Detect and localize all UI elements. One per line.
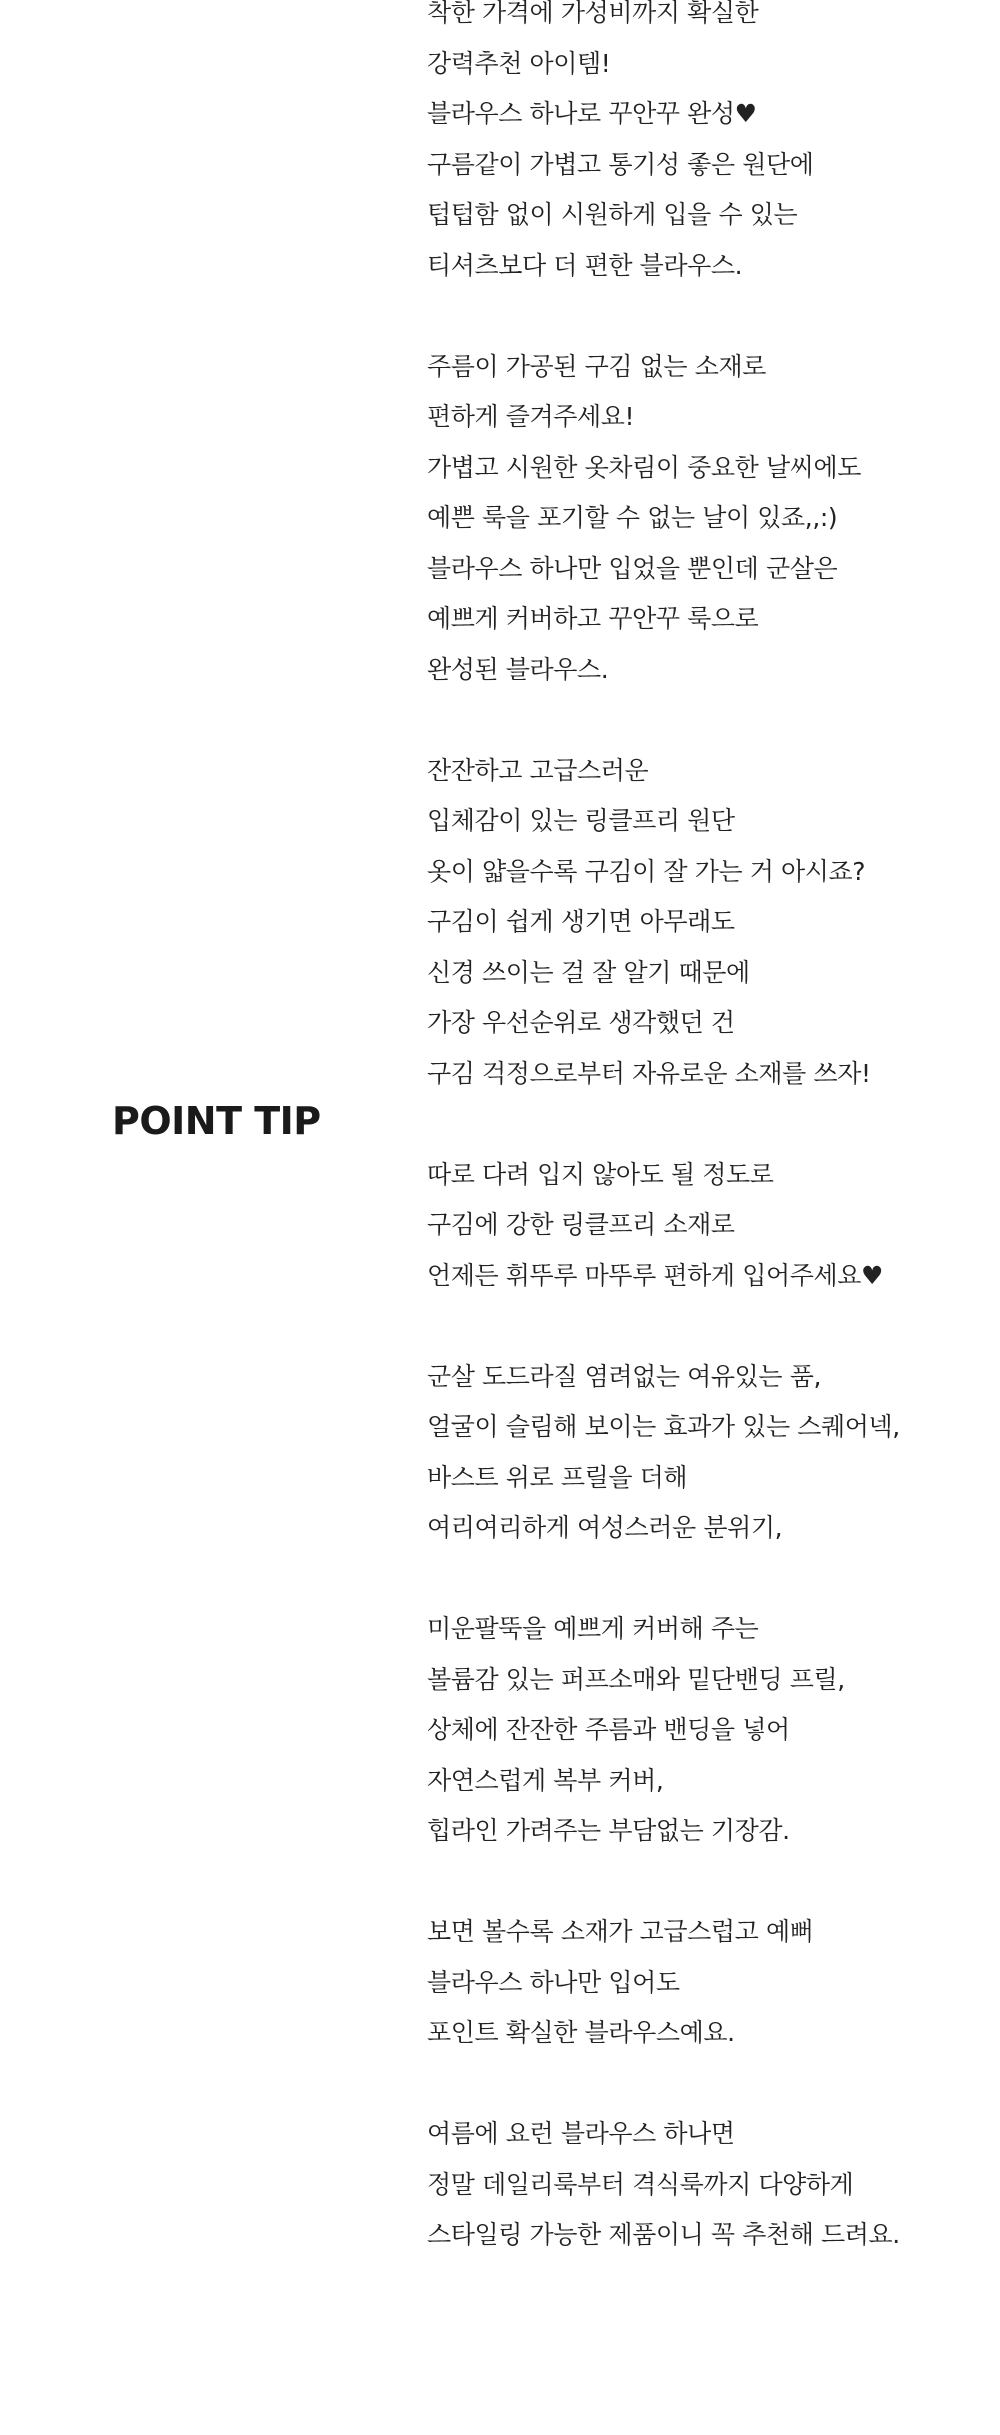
text-line: 티셔츠보다 더 편한 블라우스. — [427, 250, 743, 280]
text-line: 구름같이 가볍고 통기성 좋은 원단에 — [427, 149, 814, 179]
text-line: 군살 도드라질 염려없는 여유있는 품, — [427, 1361, 821, 1391]
text-line: 언제든 휘뚜루 마뚜루 편하게 입어주세요♥ — [427, 1260, 883, 1290]
text-line: 입체감이 있는 링클프리 원단 — [427, 806, 735, 835]
text-line: 얼굴이 슬림해 보이는 효과가 있는 스퀘어넥, — [427, 1412, 900, 1441]
text-line: 구김 걱정으로부터 자유로운 소재를 쓰자! — [427, 1058, 871, 1088]
text-line: 가장 우선순위로 생각했던 건 — [427, 1008, 735, 1037]
text-line: 구김이 쉽게 생기면 아무래도 — [427, 907, 735, 936]
text-line: 따로 다려 입지 않아도 될 정도로 — [427, 1159, 774, 1189]
text-line: 자연스럽게 복부 커버, — [427, 1765, 664, 1795]
text-line: 가볍고 시원한 옷차림이 중요한 날씨에도 — [427, 452, 861, 482]
text-line: 볼륨감 있는 퍼프소매와 밑단밴딩 프릴, — [427, 1664, 845, 1694]
text-line: 예쁘게 커버하고 꾸안꾸 룩으로 — [427, 604, 759, 633]
text-line: 상체에 잔잔한 주름과 밴딩을 넣어 — [427, 1715, 790, 1744]
text-line: 텁텁함 없이 시원하게 입을 수 있는 — [427, 200, 798, 229]
text-line: 힙라인 가려주는 부담없는 기장감. — [427, 1816, 790, 1845]
paragraph — [427, 1604, 987, 1857]
text-line: 바스트 위로 프릴을 더해 — [427, 1462, 688, 1492]
text-line: 강력추천 아이템! — [427, 48, 611, 78]
text-line: 신경 쓰이는 걸 잘 알기 때문에 — [427, 957, 750, 987]
text-line: 주름이 가공된 구김 없는 소재로 — [427, 351, 766, 381]
section-heading: POINT TIP — [112, 1099, 321, 1143]
paragraph — [427, 1907, 987, 2059]
text-line: 완성된 블라우스. — [427, 654, 609, 684]
text-line: 옷이 얇을수록 구김이 잘 가는 거 아시죠? — [427, 856, 866, 886]
text-line: 포인트 확실한 블라우스예요. — [427, 2018, 735, 2047]
text-line: 구김에 강한 링클프리 소재로 — [427, 1210, 735, 1239]
text-line: 정말 데일리룩부터 격식룩까지 다양하게 — [427, 2169, 854, 2199]
text-line: 착한 가격에 가성비까지 확실한 — [427, 0, 759, 27]
text-line: 블라우스 하나만 입었을 뿐인데 군살은 — [427, 553, 838, 583]
text-line: 블라우스 하나만 입어도 — [427, 1967, 680, 1997]
paragraph — [427, 1150, 987, 1302]
paragraph — [427, 746, 987, 1100]
text-line: 보면 볼수록 소재가 고급스럽고 예뻐 — [427, 1917, 814, 1946]
text-line: 여름에 요런 블라우스 하나면 — [427, 2119, 735, 2148]
paragraph — [427, 1352, 987, 1554]
text-line: 블라우스 하나로 꾸안꾸 완성♥ — [427, 99, 757, 128]
text-line: 미운팔뚝을 예쁘게 커버해 주는 — [427, 1614, 759, 1643]
text-line: 스타일링 가능한 제품이니 꼭 추천해 드려요. — [427, 2220, 900, 2249]
text-line: 잔잔하고 고급스러운 — [427, 755, 649, 785]
paragraph — [427, 342, 987, 696]
description-text — [427, 0, 987, 2311]
text-line: 여리여리하게 여성스러운 분위기, — [427, 1513, 783, 1542]
paragraph — [427, 2109, 987, 2261]
text-line: 예쁜 룩을 포기할 수 없는 날이 있죠,,:) — [427, 503, 838, 532]
text-line: 편하게 즐겨주세요! — [427, 402, 635, 431]
paragraph — [427, 0, 987, 291]
